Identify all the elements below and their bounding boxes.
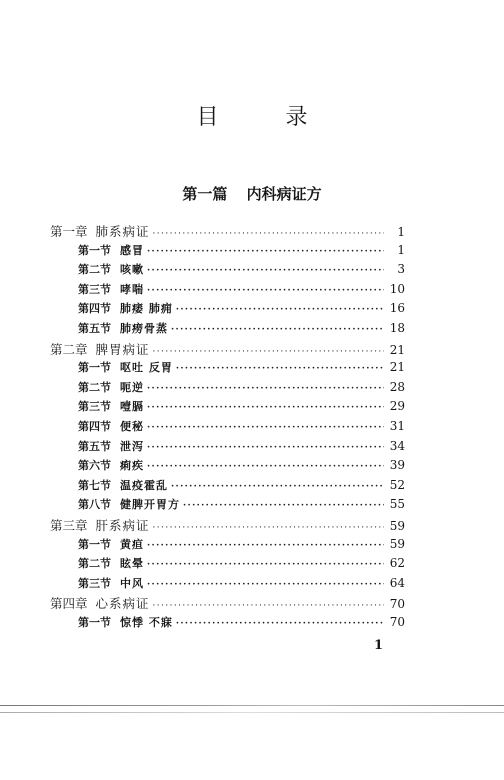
toc-section-title: 肺痨骨蒸 <box>120 321 168 335</box>
toc-page-number: 70 <box>389 614 405 629</box>
toc-section-number: 第四节 <box>78 302 111 316</box>
toc-chapter-row[interactable] <box>50 222 405 242</box>
toc-section-row[interactable] <box>50 398 405 418</box>
toc-section-number: 第六节 <box>78 459 111 473</box>
toc-page-number: 59 <box>389 536 405 551</box>
toc-leader-dots <box>147 403 384 413</box>
toc-leader-dots <box>147 580 384 590</box>
toc-section-title: 痢疾 <box>120 459 144 473</box>
toc-page-number: 31 <box>389 418 405 433</box>
toc-leader-dots <box>176 619 384 629</box>
toc-page-number: 34 <box>389 438 405 453</box>
part-number: 第一篇 <box>182 185 228 203</box>
toc-section-row[interactable] <box>50 281 405 301</box>
toc-page-number: 3 <box>397 262 405 277</box>
toc-section-row[interactable] <box>50 575 405 595</box>
toc-leader-dots <box>147 443 384 453</box>
toc-section-row[interactable] <box>50 379 405 399</box>
toc-section-number: 第一节 <box>78 361 111 375</box>
toc-leader-dots <box>176 364 384 374</box>
toc-chapter-number: 第二章 <box>50 341 88 357</box>
toc-section-number: 第一节 <box>78 615 111 629</box>
toc-section-row[interactable] <box>50 457 405 477</box>
toc-chapter-row[interactable] <box>50 516 405 536</box>
toc-section-number: 第三节 <box>78 400 111 414</box>
toc-section-number: 第二节 <box>78 557 111 571</box>
toc-chapter-title: 肺系病证 <box>95 224 150 239</box>
toc-section-row[interactable] <box>50 320 405 340</box>
toc-section-title: 眩晕 <box>120 557 144 571</box>
toc-section-title: 泄泻 <box>120 439 144 453</box>
toc-section-title: 咳嗽 <box>120 263 144 277</box>
toc-page-number: 55 <box>389 497 405 512</box>
toc-section-number: 第一节 <box>78 537 111 551</box>
toc-section-title: 呃逆 <box>120 380 144 394</box>
toc-page-number: 29 <box>389 399 405 414</box>
toc-leader-dots <box>147 247 384 257</box>
toc-chapter-title: 脾胃病证 <box>95 341 150 357</box>
toc-page-number: 21 <box>389 360 405 375</box>
toc-section-number: 第三节 <box>78 576 111 590</box>
page-edge-rule <box>0 705 504 706</box>
toc-chapter-title: 肝系病证 <box>95 517 150 533</box>
toc-section-row[interactable] <box>50 438 405 458</box>
toc-section-row[interactable] <box>50 242 405 262</box>
toc-page-number: 16 <box>389 301 405 316</box>
toc-page-number: 18 <box>389 320 405 335</box>
toc-section-number: 第五节 <box>78 321 111 335</box>
toc-section-title: 肺痿 肺痈 <box>120 302 173 316</box>
toc-section-title: 温疫霍乱 <box>120 478 168 492</box>
toc-leader-dots <box>147 560 384 570</box>
part-name: 内科病证方 <box>246 185 322 203</box>
toc-leader-dots <box>171 325 384 335</box>
page-title: 目 录 <box>196 105 338 130</box>
toc-chapter-number: 第一章 <box>50 224 88 239</box>
page-number: 1 <box>374 638 384 653</box>
table-of-contents <box>50 222 405 633</box>
toc-section-row[interactable] <box>50 536 405 556</box>
toc-leader-dots <box>153 601 384 611</box>
toc-leader-dots <box>147 286 384 296</box>
toc-section-row[interactable] <box>50 418 405 438</box>
toc-page-number: 64 <box>389 575 405 590</box>
toc-leader-dots <box>147 462 384 472</box>
toc-section-row[interactable] <box>50 496 405 516</box>
toc-section-row[interactable] <box>50 261 405 281</box>
toc-page-number: 21 <box>389 342 405 357</box>
toc-section-number: 第七节 <box>78 478 111 492</box>
toc-page-number: 52 <box>389 477 405 492</box>
toc-leader-dots <box>153 229 384 239</box>
toc-page-number: 59 <box>389 518 405 533</box>
toc-leader-dots <box>147 541 384 551</box>
toc-page-number: 1 <box>397 225 405 239</box>
toc-leader-dots <box>153 523 384 533</box>
toc-page-number: 10 <box>389 281 405 296</box>
toc-section-title: 噎膈 <box>120 400 144 414</box>
toc-page-number: 28 <box>389 379 405 394</box>
toc-page-number: 1 <box>397 242 405 257</box>
toc-section-row[interactable] <box>50 614 405 634</box>
toc-section-title: 黄疸 <box>120 537 144 551</box>
toc-section-title: 便秘 <box>120 419 144 433</box>
page-edge-rule-secondary <box>0 712 504 713</box>
toc-section-title: 感冒 <box>120 243 144 257</box>
toc-section-title: 中风 <box>120 576 144 590</box>
toc-chapter-row[interactable] <box>50 340 405 360</box>
toc-section-number: 第一节 <box>78 243 111 257</box>
toc-chapter-title: 心系病证 <box>95 596 150 612</box>
toc-section-number: 第二节 <box>78 380 111 394</box>
toc-section-number: 第八节 <box>78 498 111 512</box>
toc-section-number: 第二节 <box>78 263 111 277</box>
toc-section-row[interactable] <box>50 359 405 379</box>
toc-chapter-number: 第四章 <box>50 596 88 612</box>
toc-section-number: 第三节 <box>78 282 111 296</box>
toc-section-title: 健脾开胃方 <box>120 498 180 512</box>
toc-section-number: 第四节 <box>78 419 111 433</box>
toc-chapter-row[interactable] <box>50 594 405 614</box>
toc-section-row[interactable] <box>50 300 405 320</box>
part-heading <box>0 183 504 204</box>
toc-chapter-number: 第三章 <box>50 517 88 533</box>
toc-leader-dots <box>147 384 384 394</box>
toc-section-title: 惊悸 不寐 <box>120 615 173 629</box>
toc-section-title: 哮喘 <box>120 282 144 296</box>
toc-page-number: 70 <box>389 597 405 612</box>
toc-leader-dots <box>147 423 384 433</box>
toc-page-number: 39 <box>389 458 405 473</box>
toc-page-number: 62 <box>389 556 405 571</box>
toc-section-title: 呕吐 反胃 <box>120 361 173 375</box>
toc-leader-dots <box>153 347 384 357</box>
toc-section-row[interactable] <box>50 477 405 497</box>
toc-leader-dots <box>171 482 384 492</box>
toc-leader-dots <box>147 266 384 276</box>
toc-leader-dots <box>176 305 384 315</box>
toc-section-row[interactable] <box>50 555 405 575</box>
toc-leader-dots <box>183 501 384 511</box>
toc-section-number: 第五节 <box>78 439 111 453</box>
